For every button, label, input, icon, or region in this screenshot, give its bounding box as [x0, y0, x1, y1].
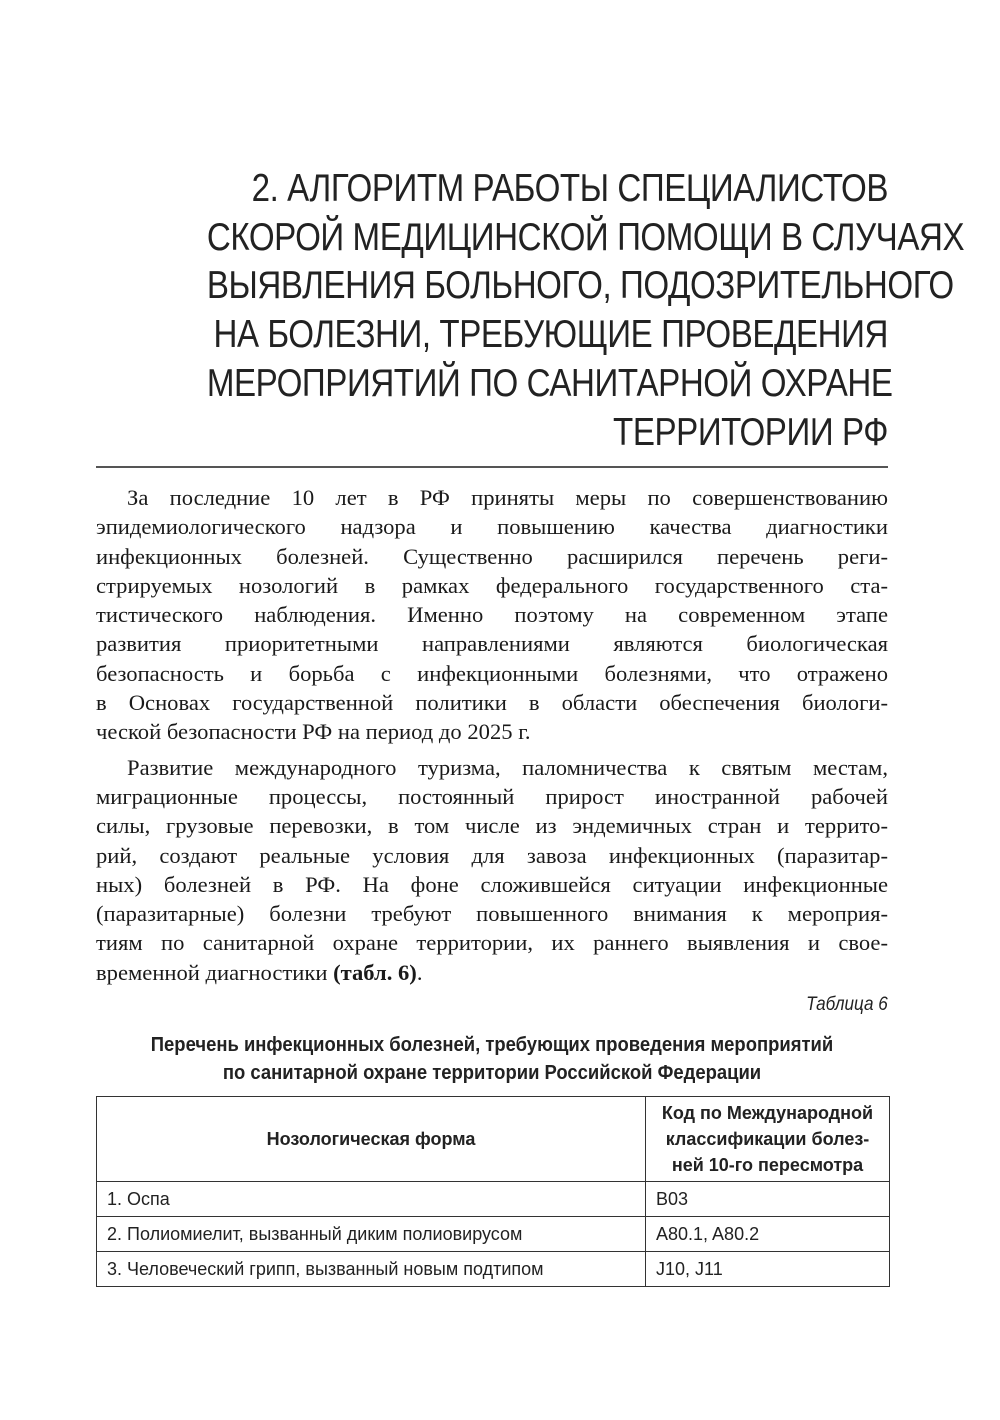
text-line: силы, грузовые перевозки, в том числе из эндемичных стран и террито- — [96, 813, 888, 839]
table-row — [97, 1182, 890, 1217]
text-line: Развитие международного туризма, паломничества к святым местам, — [127, 754, 888, 780]
text-line: ных) болезней в РФ. На фоне сложившейся ситуации инфекционные — [96, 871, 888, 897]
chapter-title-line: ВЫЯВЛЕНИЯ БОЛЬНОГО, ПОДОЗРИТЕЛЬНОГО — [206, 264, 954, 308]
cell-code: A80.1, A80.2 — [646, 1217, 890, 1252]
text-line: ческой безопасности РФ на период до 2025 г. — [96, 719, 531, 745]
title-divider — [96, 466, 888, 468]
cell-code: B03 — [646, 1182, 890, 1217]
paragraph-1 — [96, 483, 888, 747]
text-line: рий, создают реальные условия для завоза инфекционных (паразитар- — [96, 842, 888, 868]
header-icd-code — [646, 1097, 890, 1182]
chapter-title-line: ТЕРРИТОРИИ РФ — [613, 410, 888, 454]
text-line: инфекционных болезней. Существенно расширился перечень реги- — [96, 543, 888, 569]
cell-code: J10, J11 — [646, 1252, 890, 1287]
cell-form: 2. Полиомиелит, вызванный диким полиовирусом — [97, 1217, 646, 1252]
text-line: тистического наблюдения. Именно поэтому на современном этапе — [96, 602, 888, 628]
chapter-title-line: МЕРОПРИЯТИЙ ПО САНИТАРНОЙ ОХРАНЕ — [206, 361, 893, 405]
chapter-title-line: СКОРОЙ МЕДИЦИНСКОЙ ПОМОЩИ В СЛУЧАЯХ — [206, 215, 965, 259]
header-line: Код по Международной — [661, 1103, 874, 1123]
chapter-title-line: НА БОЛЕЗНИ, ТРЕБУЮЩИЕ ПРОВЕДЕНИЯ — [213, 313, 889, 357]
table-reference: (табл. 6) — [333, 959, 417, 985]
text-fragment: временной диагностики — [96, 959, 334, 985]
chapter-title — [206, 165, 965, 457]
table-caption-line: Перечень инфекционных болезней, требующих проведения мероприятий — [150, 1033, 834, 1056]
table-caption-line: по санитарной охране территории Российской Федерации — [222, 1061, 762, 1084]
paragraph-2 — [96, 753, 888, 987]
table-header-row — [97, 1097, 890, 1182]
disease-table — [96, 1096, 890, 1287]
text-line: тиям по санитарной охране территории, их раннего выявления и свое- — [96, 930, 888, 956]
text-line: эпидемиологического надзора и повышению качества диагностики — [96, 514, 888, 540]
text-line: (паразитарные) болезни требуют повышенного внимания к мероприя- — [96, 901, 888, 927]
chapter-title-line: 2. АЛГОРИТМ РАБОТЫ СПЕЦИАЛИСТОВ — [251, 167, 888, 210]
text-line — [96, 958, 888, 987]
header-line: ней 10-го пересмотра — [671, 1155, 864, 1175]
table-row — [97, 1217, 890, 1252]
text-line: развития приоритетными направлениями являются биологическая — [96, 631, 888, 657]
table-row — [97, 1252, 890, 1287]
text-line: миграционные процессы, постоянный прирост иностранной рабочей — [96, 783, 888, 809]
header-line: классификации болез- — [665, 1129, 870, 1149]
table-label: Таблица 6 — [806, 994, 888, 1015]
table-caption — [96, 1031, 888, 1087]
text-line: в Основах государственной политики в области обеспечения биологи- — [96, 690, 888, 716]
text-fragment: . — [416, 959, 423, 985]
cell-form: 3. Человеческий грипп, вызванный новым подтипом — [97, 1252, 646, 1287]
text-line: стрируемых нозологий в рамках федерального государственного ста- — [96, 572, 888, 598]
header-nosological-form: Нозологическая форма — [97, 1097, 646, 1182]
body-text — [96, 483, 888, 987]
text-line: безопасность и борьба с инфекционными болезнями, что отражено — [96, 660, 888, 686]
text-line: За последние 10 лет в РФ приняты меры по совершенствованию — [127, 485, 888, 510]
cell-form: 1. Оспа — [97, 1182, 646, 1217]
